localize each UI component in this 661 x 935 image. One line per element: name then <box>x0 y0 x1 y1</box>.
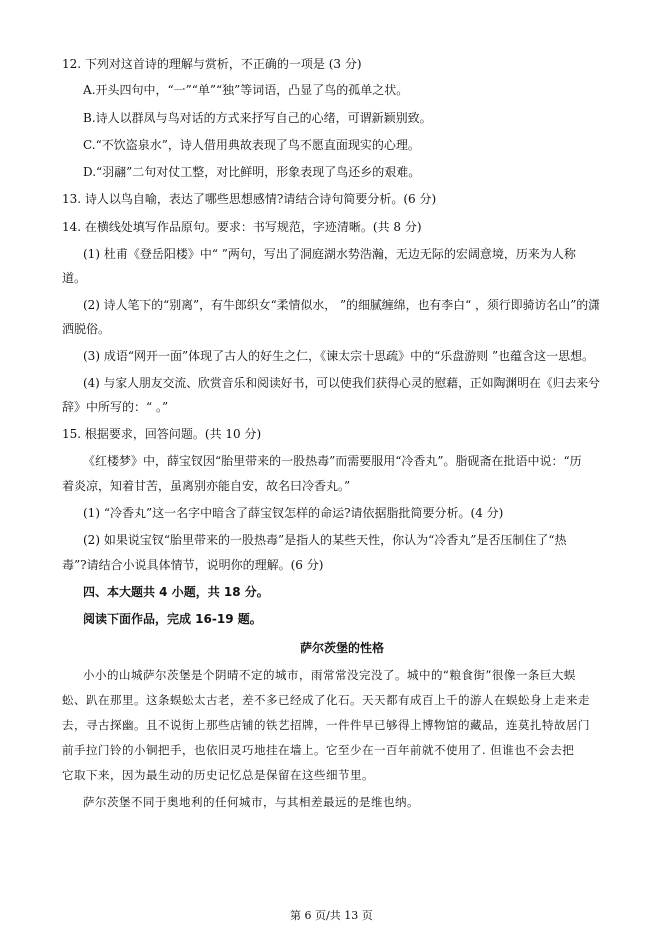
article-line-3: 去，寻古探幽。且不说街上那些店铺的铁艺招牌，一件件早已够得上博物馆的藏品，连莫扎特故居门 <box>62 718 590 732</box>
q14-item-2-line1: (2) 诗人笔下的“别离”，有牛郎织女“柔情似水， ”的细腻缠绵，也有李白“ ，须行即骑访名山”的潇 <box>83 298 601 312</box>
q12-stem: 12. 下列对这首诗的理解与赏析，不正确的一项是 (3 分) <box>62 57 362 71</box>
q12-option-b: B.诗人以群凤与鸟对话的方式来抒写自己的心绪，可谓新颖别致。 <box>83 111 432 125</box>
q15-sub2-line2: 毒”?请结合小说具体情节，说明你的理解。(6 分) <box>62 558 324 572</box>
q12-option-a: A.开头四句中，“一”“单”“独”等词语，凸显了鸟的孤单之状。 <box>83 83 409 97</box>
q14-stem: 14. 在横线处填写作品原句。要求：书写规范，字迹清晰。(共 8 分) <box>62 220 422 234</box>
q14-item-1-line2: 道。 <box>62 271 87 285</box>
q15-sub1: (1) “冷香丸”这一名字中暗含了薛宝钗怎样的命运?请依据脂批简要分析。(4 分) <box>83 506 504 520</box>
article-line-5: 它取下来，因为最生动的历史记忆总是保留在这些细节里。 <box>62 768 374 782</box>
section4-instruction: 阅读下面作品，完成 16-19 题。 <box>83 612 262 626</box>
q13-stem: 13. 诗人以鸟自喻，表达了哪些思想感情?请结合诗句简要分析。(6 分) <box>62 192 437 206</box>
article-line-6: 萨尔茨堡不同于奥地利的任何城市，与其相差最远的是维也纳。 <box>83 795 419 809</box>
article-line-2: 蚣、趴在那里。这条蜈蚣太古老，差不多已经成了化石。天天都有成百上千的游人在蜈蚣身上走来走 <box>62 693 590 707</box>
article-line-1: 小小的山城萨尔茨堡是个阴晴不定的城市，雨常常没完没了。城中的“粮食街”很像一条巨大蜈 <box>83 668 576 682</box>
section4-heading: 四、本大题共 4 小题，共 18 分。 <box>83 585 269 599</box>
page-number: 第 6 页/共 13 页 <box>290 909 373 922</box>
q15-sub2-line1: (2) 如果说宝钗“胎里带来的一股热毒”是指人的某些天性，你认为“冷香丸”是否压制住了“热 <box>83 533 567 547</box>
q14-item-1-line1: (1) 杜甫《登岳阳楼》中“ ”两句，写出了洞庭湖水势浩瀚，无边无际的宏阔意境，历来为人称 <box>83 247 576 261</box>
q12-option-d: D.“羽翮”二句对仗工整，对比鲜明，形象表现了鸟还乡的艰难。 <box>83 165 421 179</box>
q14-item-4-line2: 辞》中所写的：“ 。” <box>62 400 169 414</box>
q15-para-line1: 《红楼梦》中，薛宝钗因“胎里带来的一股热毒”而需要服用“冷香丸”。脂砚斋在批语中说：“历 <box>83 454 582 468</box>
q14-item-2-line2: 洒脱俗。 <box>62 322 111 336</box>
q15-para-line2: 着炎凉，知着甘苦，虽离别亦能自安，故名曰冷香丸。” <box>62 479 351 493</box>
q15-stem: 15. 根据要求，回答问题。(共 10 分) <box>62 427 262 441</box>
q12-option-c: C.“不饮盗泉水”，诗人借用典故表现了鸟不愿直面现实的心理。 <box>83 138 420 152</box>
article-line-4: 前手拉门铃的小铜把手，也依旧灵巧地挂在墙上。它至少在一百年前就不使用了. 但谁也不会去把 <box>62 743 575 757</box>
q14-item-4-line1: (4) 与家人朋友交流、欣赏音乐和阅读好书，可以使我们获得心灵的慰藉，正如陶渊明在《归去来兮 <box>83 376 600 390</box>
q14-item-3-line1: (3) 成语“网开一面”体现了古人的好生之仁，《谏太宗十思疏》中的“乐盘游则 ”也蕴含这一思想。 <box>83 349 595 363</box>
article-title: 萨尔茨堡的性格 <box>300 641 385 655</box>
